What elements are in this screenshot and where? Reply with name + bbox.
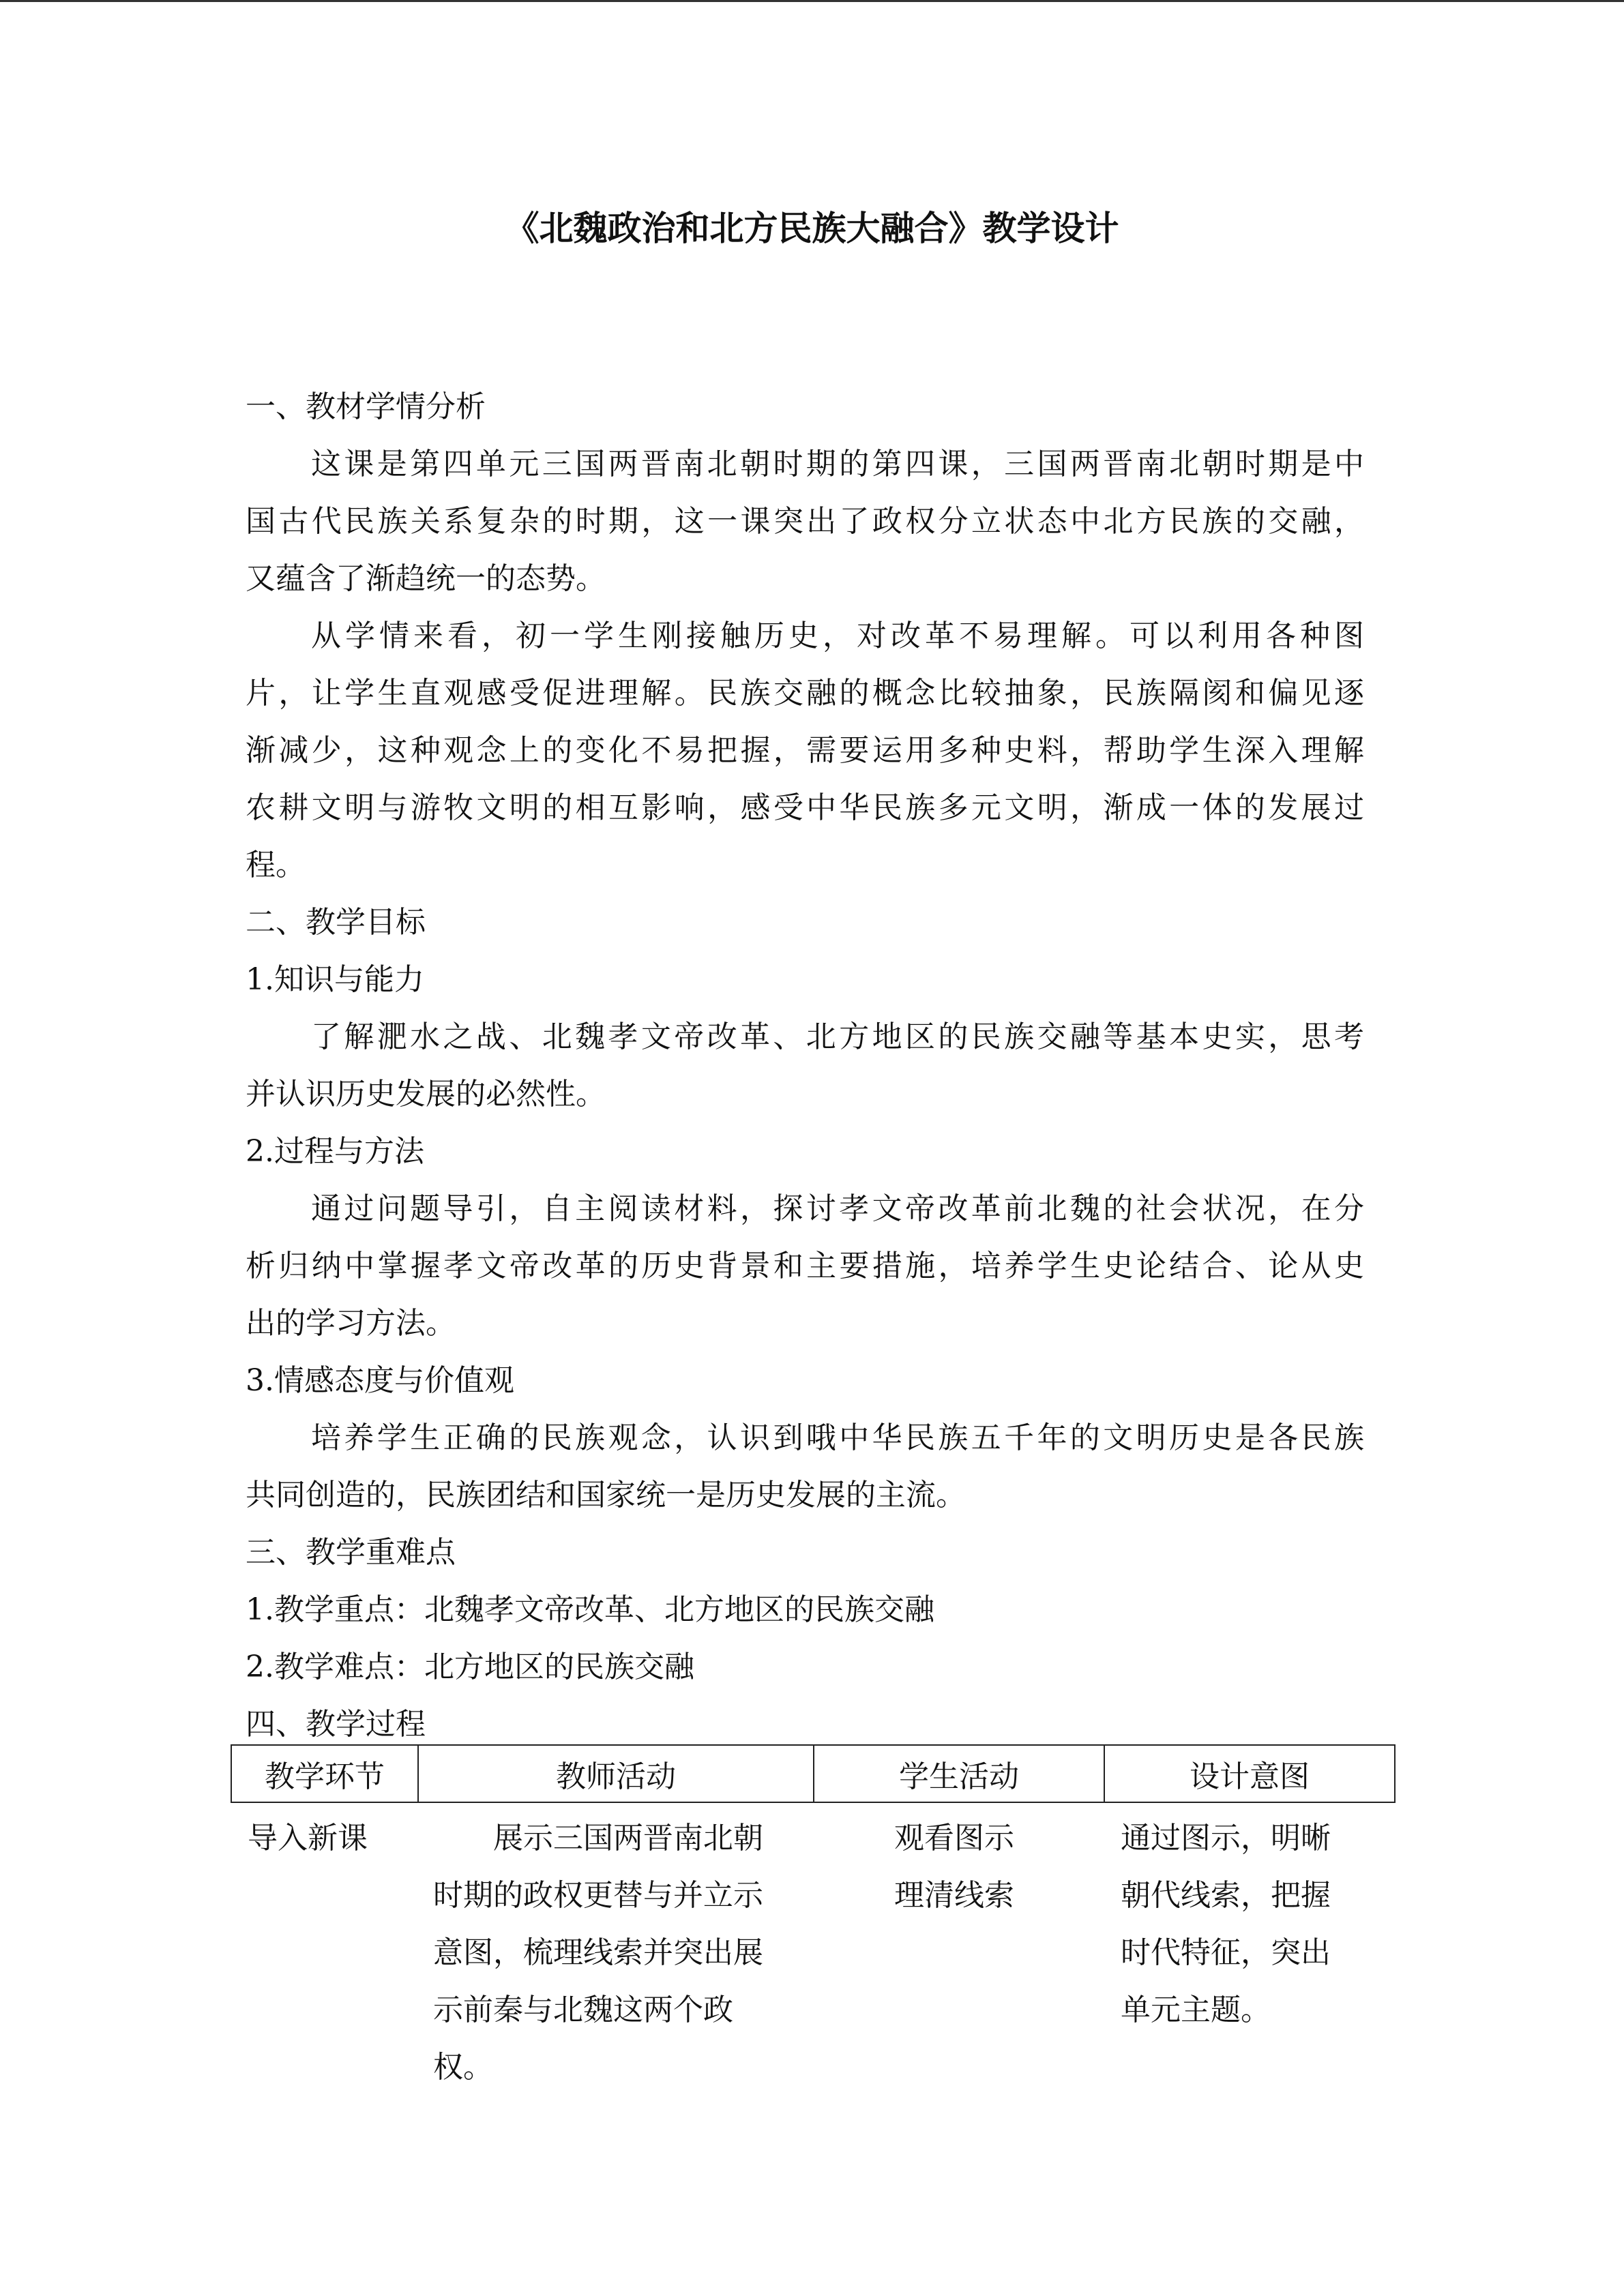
cell-stage xyxy=(231,1802,418,2096)
cell-line: 单元主题。 xyxy=(1121,1993,1271,2027)
cell-line: 观看图示 xyxy=(894,1821,1014,1855)
paragraph-line: 又蕴含了渐趋统一的态势。 xyxy=(246,561,606,596)
cell-line: 朝代线索，把握 xyxy=(1121,1878,1331,1913)
paragraph-line: 这课是第四单元三国两晋南北朝时期的第四课，三国两晋南北朝时期是中 xyxy=(311,447,1364,481)
paragraph-line: 共同创造的，民族团结和国家统一是历史发展的主流。 xyxy=(246,1478,966,1512)
document-body xyxy=(246,378,1364,1753)
cell-line: 理清线索 xyxy=(894,1878,1014,1913)
paragraph-line: 片，让学生直观感受促进理解。民族交融的概念比较抽象，民族隔阂和偏见逐 xyxy=(246,676,1364,711)
paragraph-line: 程。 xyxy=(246,848,306,882)
cell-line: 意图，梳理线索并突出展 xyxy=(433,1935,763,1970)
subsection-heading-values: 3.情感态度与价值观 xyxy=(246,1363,514,1398)
section-heading-key-points: 三、教学重难点 xyxy=(246,1535,456,1570)
paragraph-line: 通过问题导引，自主阅读材料，探讨孝文帝改革前北魏的社会状况，在分 xyxy=(311,1191,1364,1226)
cell-teacher-activity xyxy=(418,1802,814,2096)
paragraph-line: 析归纳中掌握孝文帝改革的历史背景和主要措施，培养学生史论结合、论从史 xyxy=(246,1249,1364,1283)
document-title: 《北魏政治和北方民族大融合》教学设计 xyxy=(505,208,1119,248)
cell-line: 权。 xyxy=(433,2050,493,2085)
table-header-row xyxy=(231,1745,1395,1802)
table-row xyxy=(231,1802,1395,2096)
paragraph-line: 渐减少，这种观念上的变化不易把握，需要运用多种史料，帮助学生深入理解 xyxy=(246,733,1364,768)
subsection-heading-knowledge: 1.知识与能力 xyxy=(246,962,424,997)
cell-line: 展示三国两晋南北朝 xyxy=(493,1821,763,1855)
paragraph-line: 国古代民族关系复杂的时期，这一课突出了政权分立状态中北方民族的交融， xyxy=(246,504,1364,539)
paragraph-line: 从学情来看，初一学生刚接触历史，对改革不易理解。可以利用各种图 xyxy=(311,618,1364,653)
cell-line: 时代特征，突出 xyxy=(1121,1935,1331,1970)
difficult-point-line: 2.教学难点：北方地区的民族交融 xyxy=(246,1650,694,1684)
paragraph-line: 了解淝水之战、北魏孝文帝改革、北方地区的民族交融等基本史实，思考 xyxy=(311,1019,1364,1054)
cell-line: 通过图示，明晰 xyxy=(1121,1821,1331,1855)
header-design-intent: 设计意图 xyxy=(1104,1745,1395,1802)
page-top-border xyxy=(0,0,1624,2)
cell-line: 导入新课 xyxy=(248,1821,368,1855)
section-heading-objectives: 二、教学目标 xyxy=(246,905,426,940)
key-point-line: 1.教学重点：北魏孝文帝改革、北方地区的民族交融 xyxy=(246,1592,934,1627)
cell-student-activity xyxy=(814,1802,1104,2096)
teaching-process-table xyxy=(231,1744,1396,2096)
cell-line: 时期的政权更替与并立示 xyxy=(433,1878,763,1913)
paragraph-line: 并认识历史发展的必然性。 xyxy=(246,1077,606,1112)
paragraph-line: 培养学生正确的民族观念，认识到哦中华民族五千年的文明历史是各民族 xyxy=(311,1420,1364,1455)
cell-line: 示前秦与北魏这两个政 xyxy=(433,1993,733,2027)
paragraph-line: 农耕文明与游牧文明的相互影响，感受中华民族多元文明，渐成一体的发展过 xyxy=(246,790,1364,825)
header-stage: 教学环节 xyxy=(231,1745,418,1802)
subsection-heading-process: 2.过程与方法 xyxy=(246,1134,424,1169)
paragraph-line: 出的学习方法。 xyxy=(246,1306,456,1341)
cell-design-intent xyxy=(1104,1802,1395,2096)
section-heading-process: 四、教学过程 xyxy=(246,1707,426,1742)
section-heading-analysis: 一、教材学情分析 xyxy=(246,389,486,424)
header-teacher-activity: 教师活动 xyxy=(418,1745,814,1802)
header-student-activity: 学生活动 xyxy=(814,1745,1104,1802)
